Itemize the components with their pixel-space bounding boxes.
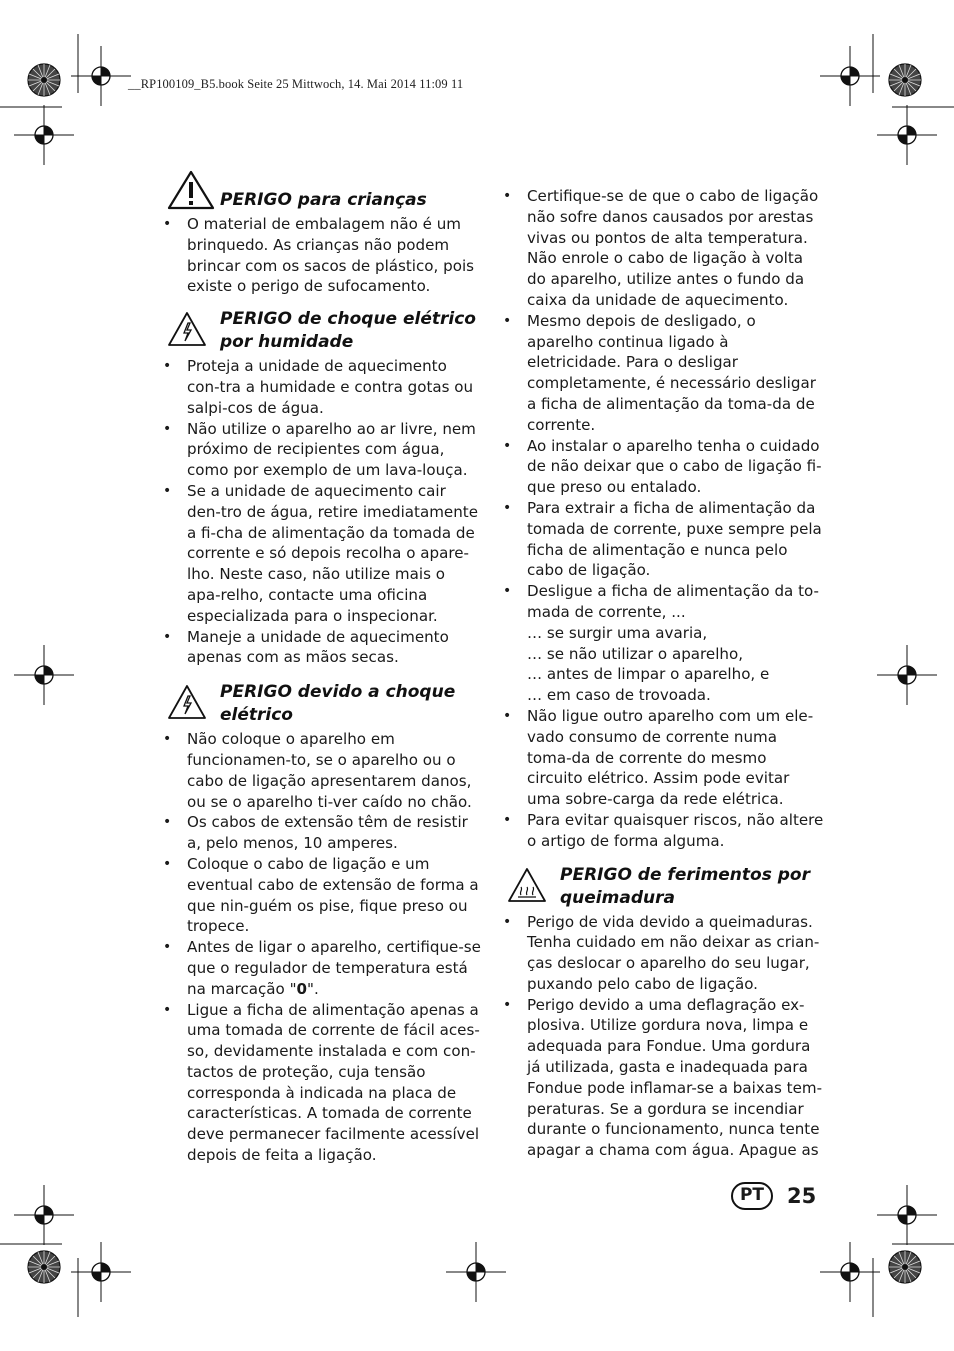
list-item: • Mesmo depois de desligado, o aparelho continua ligado à eletricidade. Para o desligar completamente, é necessário desligar a ficha de alimentação da toma-da de corrente. bbox=[500, 311, 825, 436]
section-electric-shock bbox=[160, 681, 482, 1166]
bullet-list bbox=[160, 356, 482, 668]
list-item: • Perigo devido a uma deflagração ex-plosiva. Utilize gordura nova, limpa e adequada para Fondue. Uma gordura já utilizada, gasta e inadequada para Fondue pode inflamar-se a baixas tem-peraturas. Se a gordura se incendiar durante o funcionamento, nunca tente apagar a chama com água. Apague as bbox=[500, 995, 825, 1161]
bullet-list bbox=[500, 186, 825, 852]
item-text: • Desligue a ficha de alimentação da to-mada de corrente, ... bbox=[527, 582, 819, 621]
left-column bbox=[160, 186, 482, 1166]
item-text: ". bbox=[307, 979, 319, 998]
bullet-list bbox=[160, 214, 482, 297]
section-heading bbox=[160, 186, 482, 212]
registration-cross-icon bbox=[71, 46, 131, 106]
list-item: • Certifique-se de que o cabo de ligação não sofre danos causados por arestas vivas ou pontos de alta temperatura. Não enrole o cabo de ligação à volta do aparelho, utilize antes o fundo da caixa da unidade de aquecimento. bbox=[500, 186, 825, 311]
list-item bbox=[160, 937, 482, 999]
unplug-case: … antes de limpar o aparelho, e bbox=[527, 665, 770, 684]
item-text: Antes de ligar o aparelho, certifique-se que o regulador de temperatura está na marcação " bbox=[187, 938, 481, 998]
registration-cross-icon bbox=[71, 1242, 131, 1302]
list-item: • Ao instalar o aparelho tenha o cuidado de não deixar que o cabo de ligação fi-que preso ou entalado. bbox=[500, 436, 825, 498]
hot-surface-warning-icon bbox=[507, 867, 547, 903]
list-item: • Para evitar quaisquer riscos, não altere o artigo de forma alguma. bbox=[500, 810, 825, 852]
book-file-slug: __RP100109_B5.book Seite 25 Mittwoch, 14. Mai 2014 11:09 11 bbox=[128, 77, 464, 91]
list-item: • Não ligue outro aparelho com um ele-vado consumo de corrente numa toma-da de corrente do mesmo circuito elétrico. Assim pode evitar uma sobre-carga da rede elétrica. bbox=[500, 706, 825, 810]
section-title: PERIGO de ferimentos por bbox=[560, 864, 810, 885]
registration-cross-icon bbox=[14, 1185, 74, 1245]
bullet-list bbox=[160, 729, 482, 1166]
section-heading bbox=[160, 308, 482, 354]
list-item: • Perigo de vida devido a queimaduras. Tenha cuidado em não deixar as crian-ças deslocar o aparelho do seu lugar, puxando pelo cabo de ligação. bbox=[500, 912, 825, 995]
section-heading bbox=[160, 681, 482, 727]
section-moisture-shock bbox=[160, 308, 482, 668]
language-badge: PT bbox=[731, 1182, 773, 1210]
color-star-target-icon bbox=[28, 1251, 60, 1283]
unplug-case: … se surgir uma avaria, bbox=[527, 623, 708, 642]
section-cable-safety bbox=[500, 186, 825, 852]
registration-cross-icon bbox=[820, 46, 880, 106]
list-item: • Proteja a unidade de aquecimento con-tra a humidade e contra gotas ou salpi-cos de água. bbox=[160, 356, 482, 418]
list-item: • Coloque o cabo de ligação e um eventual cabo de extensão de forma a que nin-guém os pise, fique preso ou tropece. bbox=[160, 854, 482, 937]
section-title-continued: queimadura bbox=[560, 887, 675, 908]
section-title-continued: elétrico bbox=[220, 705, 293, 726]
warning-exclamation-icon bbox=[167, 170, 215, 210]
electric-shock-warning-icon bbox=[167, 684, 207, 720]
section-heading bbox=[500, 864, 825, 910]
unplug-case: … se não utilizar o aparelho, bbox=[527, 644, 743, 663]
list-item: • Não coloque o aparelho em funcionamen-to, se o aparelho ou o cabo de ligação apresentarem danos, ou se o aparelho ti-ver caído no chão. bbox=[160, 729, 482, 812]
list-item: • Maneje a unidade de aquecimento apenas com as mãos secas. bbox=[160, 627, 482, 669]
section-burn-danger bbox=[500, 864, 825, 1162]
section-children-danger bbox=[160, 186, 482, 297]
registration-cross-icon bbox=[877, 1185, 937, 1245]
section-title: PERIGO para crianças bbox=[220, 190, 427, 210]
list-item: • Para extrair a ficha de alimentação da tomada de corrente, puxe sempre pela ficha de alimentação e nunca pelo cabo de ligação. bbox=[500, 498, 825, 581]
registration-cross-icon bbox=[877, 645, 937, 705]
list-item: • Se a unidade de aquecimento cair den-tro de água, retire imediatamente a fi-cha de alimentação da tomada de corrente e só depois recolha o apare-lho. Neste caso, não utilize mais o apa-relho, contacte uma oficina especializada para o inspecionar. bbox=[160, 481, 482, 627]
list-item: • Não utilize o aparelho ao ar livre, nem próximo de recipientes com água, como por exemplo de um lava-louça. bbox=[160, 419, 482, 481]
registration-cross-icon bbox=[14, 645, 74, 705]
page-number: 25 bbox=[787, 1184, 817, 1208]
section-title: PERIGO devido a choque bbox=[220, 682, 456, 703]
registration-cross-icon bbox=[14, 105, 74, 165]
list-item: • Ligue a ficha de alimentação apenas a uma tomada de corrente de fácil aces-so, devidamente instalada e com con-tactos de proteção, cuja tensão corresponda à indicada na placa de características. A tomada de corrente deve permanecer facilmente acessível depois de feita a ligação. bbox=[160, 1000, 482, 1166]
electric-shock-warning-icon bbox=[167, 311, 207, 347]
registration-cross-icon bbox=[877, 105, 937, 165]
color-star-target-icon bbox=[28, 64, 60, 96]
page-footer bbox=[731, 1182, 816, 1210]
registration-cross-icon bbox=[446, 1242, 506, 1302]
section-title-continued: por humidade bbox=[220, 332, 354, 353]
registration-cross-icon bbox=[820, 1242, 880, 1302]
list-item: • Os cabos de extensão têm de resistir a, pelo menos, 10 amperes. bbox=[160, 812, 482, 854]
list-item: • O material de embalagem não é um brinquedo. As crianças não podem brincar com os sacos de plástico, pois existe o perigo de sufocamento. bbox=[160, 214, 482, 297]
color-star-target-icon bbox=[889, 1251, 921, 1283]
unplug-case: … em caso de trovoada. bbox=[527, 686, 711, 705]
color-star-target-icon bbox=[889, 64, 921, 96]
bullet-list bbox=[500, 912, 825, 1162]
temperature-zero-mark: 0 bbox=[296, 979, 308, 998]
right-column bbox=[500, 186, 825, 1161]
list-item-unplug bbox=[500, 581, 825, 706]
section-title: PERIGO de choque elétrico bbox=[220, 309, 476, 330]
